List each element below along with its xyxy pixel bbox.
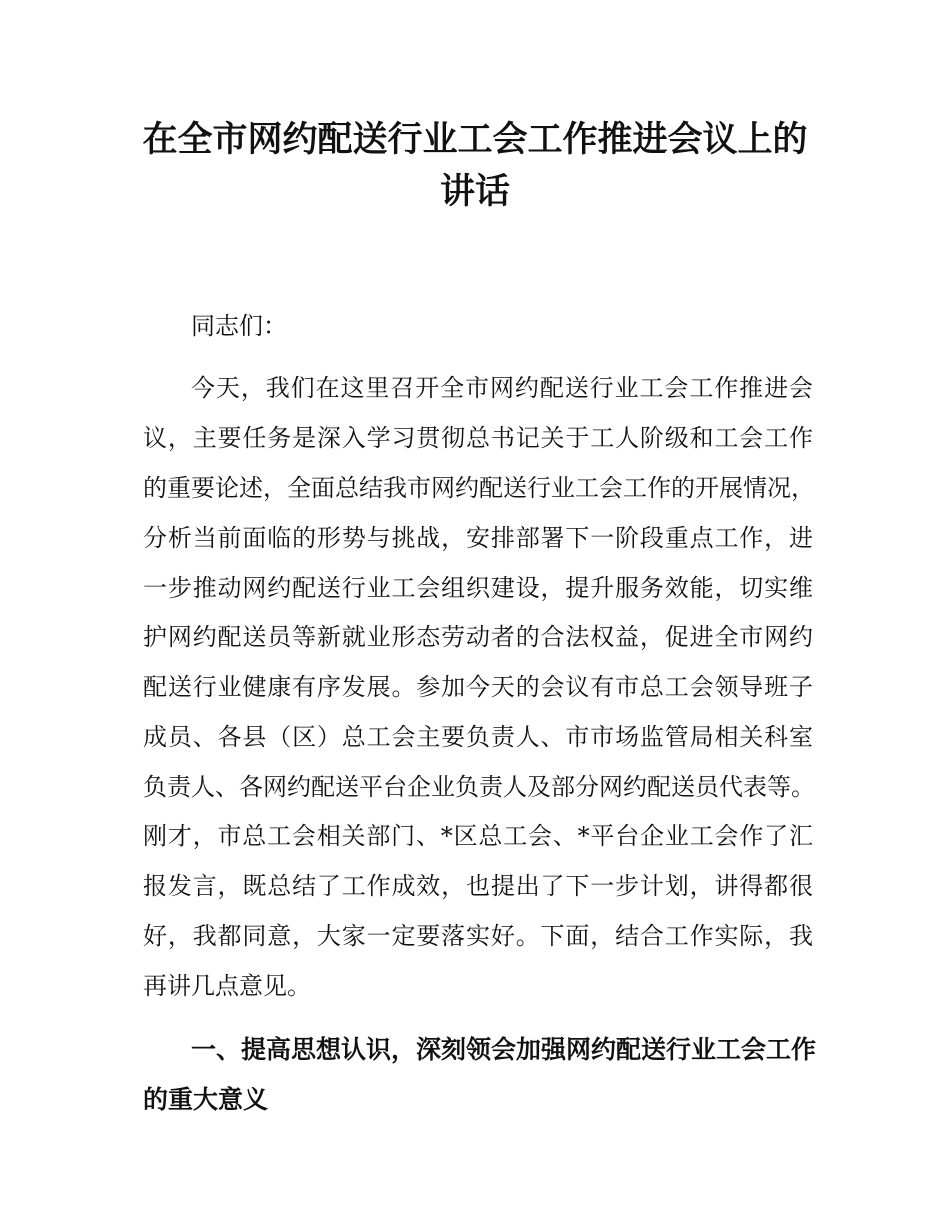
- paragraph-line: 成员、各县（区）总工会主要负责人、市市场监管局相关科室: [143, 723, 813, 751]
- paragraph-line: 护网约配送员等新就业形态劳动者的合法权益，促进全市网约: [143, 623, 813, 651]
- paragraph-line: 一步推动网约配送行业工会组织建设，提升服务效能，切实维: [143, 574, 813, 602]
- paragraph-line: 分析当前面临的形势与挑战，安排部署下一阶段重点工作，进: [143, 524, 813, 552]
- paragraph-line: 好，我都同意，大家一定要落实好。下面，结合工作实际，我: [143, 922, 813, 950]
- paragraph-line: 议，主要任务是深入学习贯彻总书记关于工人阶级和工会工作: [143, 424, 813, 452]
- paragraph-line: 报发言，既总结了工作成效，也提出了下一步计划，讲得都很: [143, 872, 813, 900]
- paragraph-line: 再讲几点意见。: [143, 972, 311, 1000]
- paragraph-line: 今天，我们在这里召开全市网约配送行业工会工作推进会: [191, 374, 813, 402]
- paragraph-line: 刚才，市总工会相关部门、*区总工会、*平台企业工会作了汇: [143, 822, 813, 850]
- document-title-line-2: 讲话: [439, 171, 510, 212]
- paragraph-line: 的重要论述，全面总结我市网约配送行业工会工作的开展情况，: [143, 474, 815, 502]
- paragraph-line: 配送行业健康有序发展。参加今天的会议有市总工会领导班子: [143, 673, 813, 701]
- salutation: 同志们：: [191, 312, 287, 340]
- paragraph-line: 负责人、各网约配送平台企业负责人及部分网约配送员代表等。: [143, 773, 815, 801]
- section-heading-line-1: 一、提高思想认识，深刻领会加强网约配送行业工会工作: [191, 1035, 817, 1064]
- section-heading-line-2: 的重大意义: [143, 1085, 269, 1114]
- document-title-line-1: 在全市网约配送行业工会工作推进会议上的: [142, 119, 808, 160]
